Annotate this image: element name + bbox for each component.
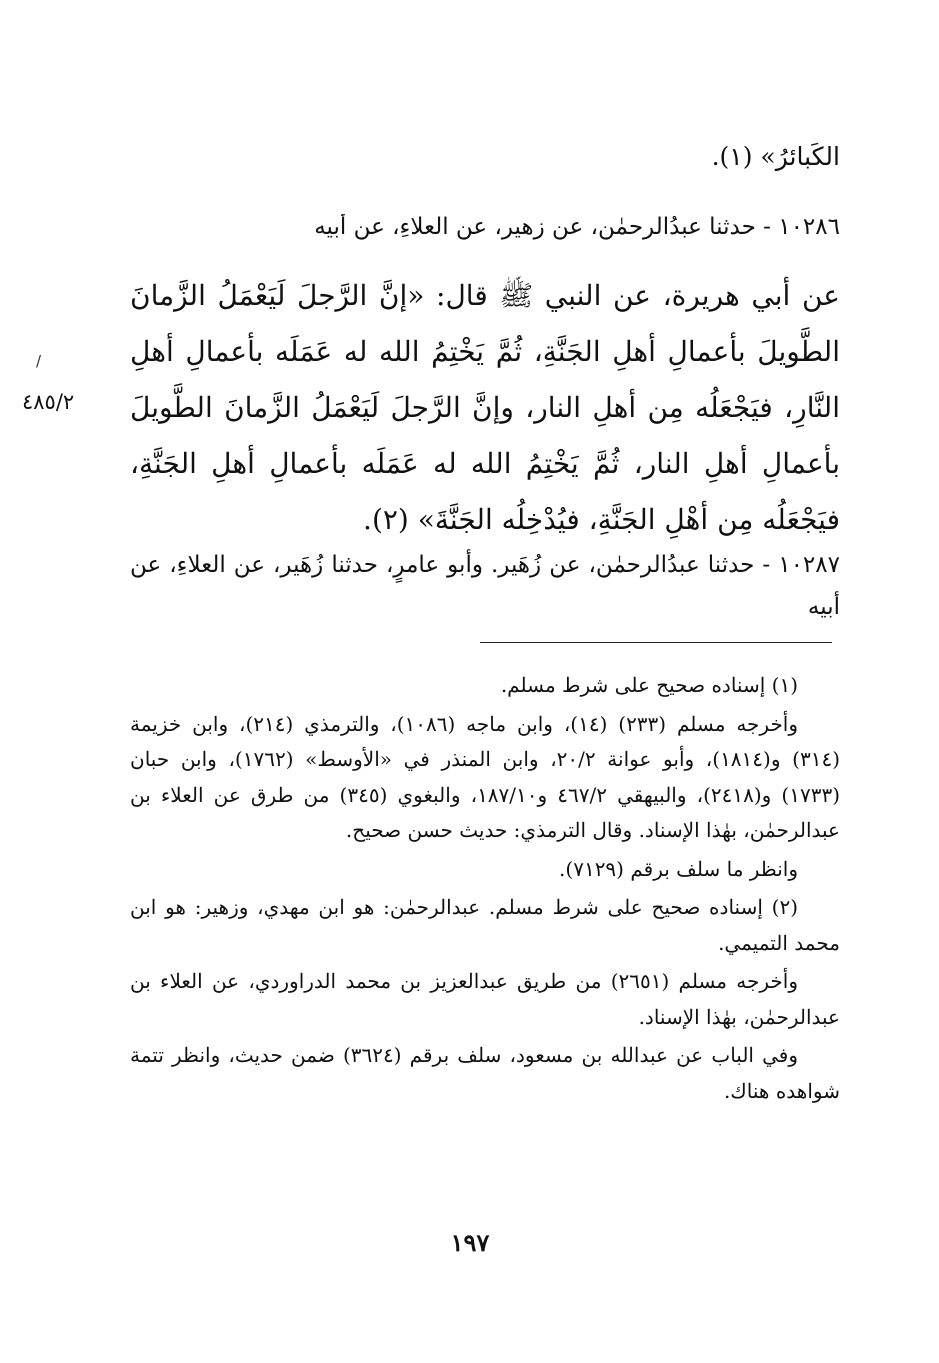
intro-line: الكَبائرُ» (١). [711,142,840,171]
footnote-1-see-also: وانظر ما سلف برقم (٧١٢٩). [559,856,798,881]
footnote-divider [480,642,832,643]
footnote-2-chapter: وفي الباب عن عبدالله بن مسعود، سلف برقم (٣٦٢٤) ضمن حديث، وانظر تتمة شواهده هناك. [130,1043,840,1103]
margin-mark: / [36,352,42,370]
footnote-1-sources: وأخرجه مسلم (٢٣٣) (١٤)، وابن ماجه (١٠٨٦)، والترمذي (٢١٤)، وابن خزيمة (٣١٤) و(١٨١٤)، وأبو عوانة ٢٠/٢، وابن المنذر في «الأوسط» (١٧٦٢)، وابن حبان (١٧٣٣) و(٢٤١٨)، والبيهقي ٤٦٧/٢ و١٨٧/١٠، والبغوي (٣٤٥) من طرق عن العلاء بن عبدالرحمٰن، بهٰذا الإسناد. وقال الترمذي: حديث حسن صحيح. [130,711,841,842]
hadith-10287-header: ١٠٢٨٧ - حدثنا عبدُالرحمٰن، عن زُهَير. وأبو عامرٍ، حدثنا زُهَير، عن العلاءِ، عن أبيه [130,552,840,620]
footnote-2: (٢) إسناده صحيح على شرط مسلم. عبدالرحمٰن: هو ابن مهدي، وزهير: هو ابن محمد التميمي. [130,895,840,955]
page-number: ١٩٧ [450,1228,490,1257]
footnotes [130,668,840,1112]
hadith-10286-header: ١٠٢٨٦ - حدثنا عبدُالرحمٰن، عن زهير، عن العلاءِ، عن أبيه [314,214,840,240]
hadith-10286-body: عن أبي هريرة، عن النبي ﷺ قال: «إنَّ الرَّجلَ لَيَعْمَلُ الزَّمانَ الطَّويلَ بأعمالِ أهلِ الجَنَّةِ، ثُمَّ يَخْتِمُ الله له عَمَلَه بأعمالِ أهلِ النَّارِ، فيَجْعَلُه مِن أهلِ النار، وإنَّ الرَّجلَ لَيَعْمَلُ الزَّمانَ الطَّويلَ بأعمالِ أهلِ النار، ثُمَّ يَخْتِمُ الله له عَمَلَه بأعمالِ أهلِ الجَنَّةِ، فيَجْعَلُه مِن أهْلِ الجَنَّةِ، فيُدْخِلُه الجَنَّةَ» (٢). [130,279,840,536]
footnote-2-sources: وأخرجه مسلم (٢٦٥١) من طريق عبدالعزيز بن محمد الدراوردي، عن العلاء بن عبدالرحمٰن، بهٰذا الإسناد. [130,969,840,1029]
margin-reference: ٤٨٥/٢ [22,390,75,414]
footnote-1: (١) إسناده صحيح على شرط مسلم. [500,673,798,697]
